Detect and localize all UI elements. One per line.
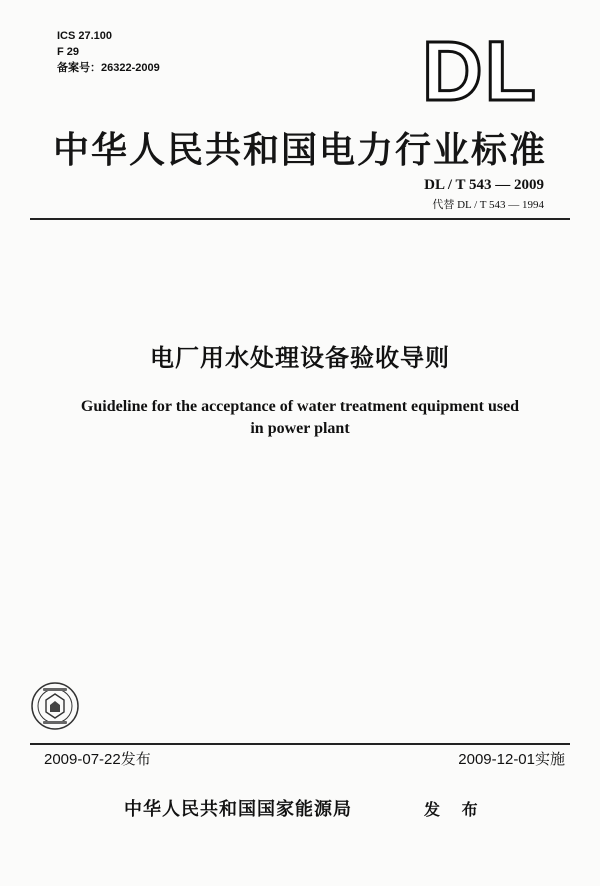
standard-number: DL / T 543 — 2009 — [424, 177, 544, 193]
publisher-seal-icon — [30, 681, 80, 731]
svg-text:DL: DL — [422, 36, 538, 106]
english-title — [0, 396, 600, 440]
divider-rule — [30, 218, 570, 220]
issue-date: 2009-07-22发布 — [44, 751, 151, 768]
publish-label: 发 布 — [424, 800, 486, 819]
issuing-authority: 中华人民共和国国家能源局 — [124, 799, 352, 820]
dl-logo — [395, 36, 565, 106]
chinese-title: 电厂用水处理设备验收导则 — [150, 344, 450, 372]
organization-title: 中华人民共和国电力行业标准 — [52, 130, 547, 171]
ics-code: ICS 27.100 — [57, 30, 113, 42]
record-number: 备案号：26322-2009 — [57, 62, 160, 74]
effective-date: 2009-12-01实施 — [458, 751, 565, 768]
category-code: F 29 — [57, 46, 80, 58]
replaces-standard: 代替 DL / T 543 — 1994 — [432, 199, 544, 211]
bottom-divider-rule — [30, 743, 570, 745]
english-title-line2: in power plant — [250, 420, 350, 437]
english-title-line1: Guideline for the acceptance of water treatment equipment used — [80, 398, 520, 415]
